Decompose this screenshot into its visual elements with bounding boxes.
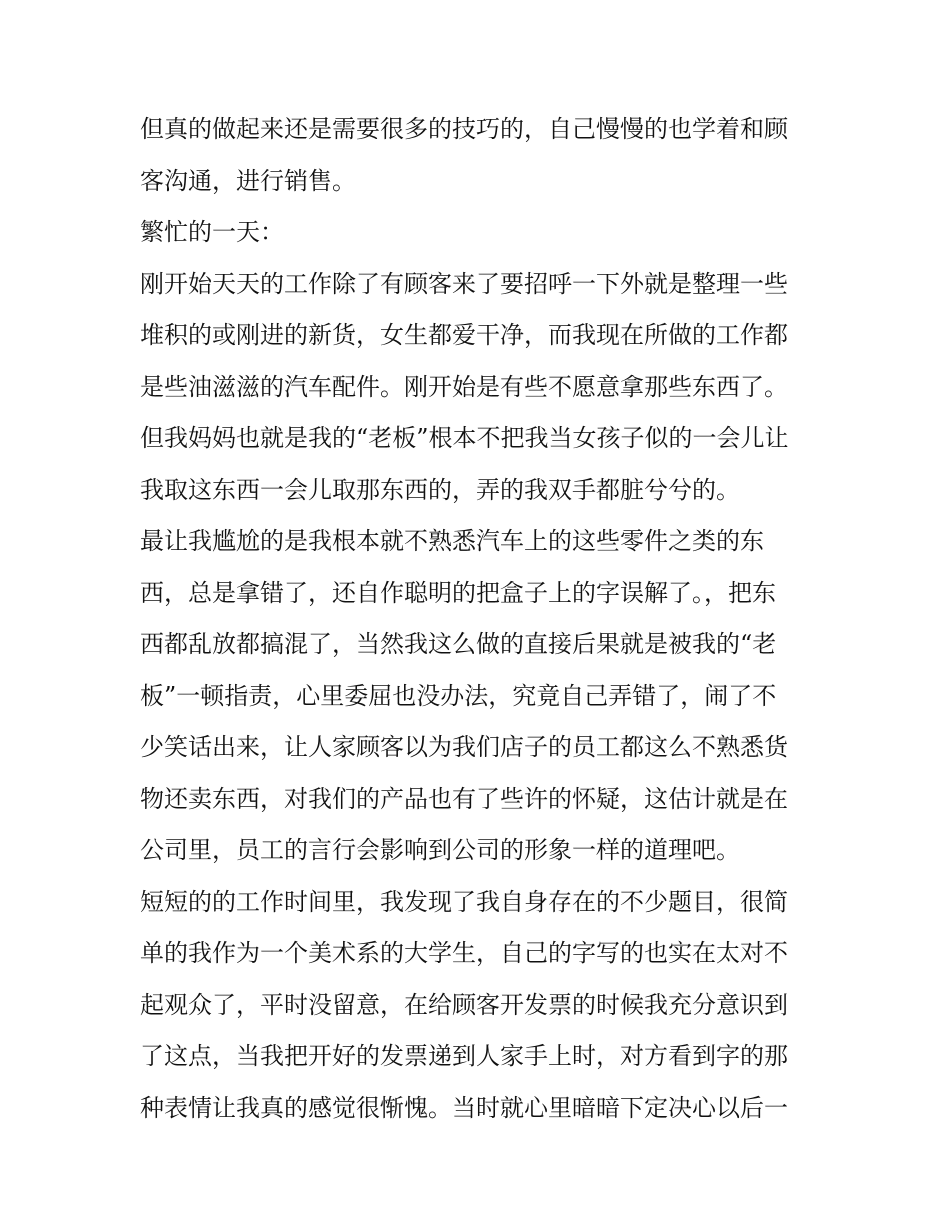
text-line-20: 种表情让我真的感觉很惭愧。当时就心里暗暗下定决心以后一	[140, 1093, 788, 1122]
text-line-2: 客沟通，进行销售。	[140, 166, 356, 195]
text-line-17: 单的我作为一个美术系的大学生，自己的字写的也实在太对不	[140, 939, 788, 967]
text-line-1: 但真的做起来还是需要很多的技巧的，自己慢慢的也学着和顾	[140, 115, 788, 143]
text-line-4: 刚开始天天的工作除了有顾客来了要招呼一下外就是整理一些	[140, 269, 788, 298]
text-line-9: 最让我尴尬的是我根本就不熟悉汽车上的这些零件之类的东	[140, 527, 764, 555]
text-line-16: 短短的的工作时间里，我发现了我自身存在的不少题目，很简	[140, 887, 788, 916]
text-line-10: 西，总是拿错了，还自作聪明的把盒子上的字误解了。，把东	[140, 578, 776, 607]
text-line-14: 物还卖东西，对我们的产品也有了些许的怀疑，这估计就是在	[140, 784, 788, 813]
text-line-18: 起观众了，平时没留意，在给顾客开发票的时候我充分意识到	[140, 990, 788, 1019]
text-line-8: 我取这东西一会儿取那东西的，弄的我双手都脏兮兮的。	[140, 475, 740, 504]
text-line-7: 但我妈妈也就是我的“老板”根本不把我当女孩子似的一会儿让	[140, 424, 789, 452]
text-line-19: 了这点，当我把开好的发票递到人家手上时，对方看到字的那	[140, 1042, 788, 1070]
text-line-6: 是些油滋滋的汽车配件。刚开始是有些不愿意拿那些东西了。	[140, 372, 788, 401]
text-line-5: 堆积的或刚进的新货，女生都爱干净，而我现在所做的工作都	[140, 321, 788, 349]
section-heading: 繁忙的一天：	[140, 218, 284, 246]
text-line-12: 板”一顿指责，心里委屈也没办法，究竟自己弄错了，闹了不	[140, 681, 777, 710]
text-line-11: 西都乱放都搞混了，当然我这么做的直接后果就是被我的“老	[140, 630, 777, 658]
text-line-13: 少笑话出来，让人家顾客以为我们店子的员工都这么不熟悉货	[140, 733, 788, 761]
body-text	[140, 104, 820, 1134]
text-line-15: 公司里，员工的言行会影响到公司的形象一样的道理吧。	[140, 836, 740, 864]
